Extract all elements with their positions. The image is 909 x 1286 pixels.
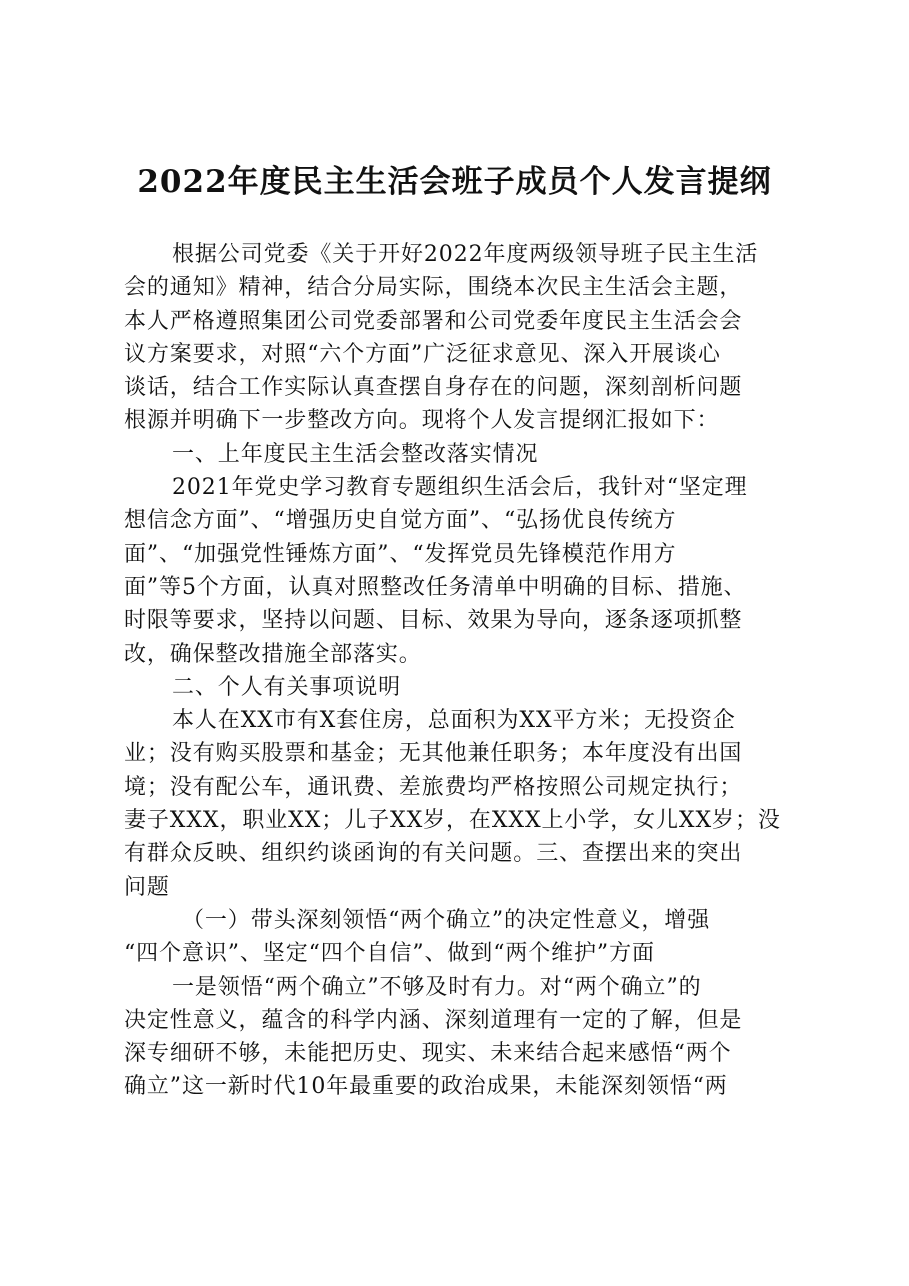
paragraph-line: 根据公司党委《关于开好2022年度两级领导班子民主生活 [172, 242, 759, 267]
paragraph-line: 会的通知》精神，结合分局实际，围绕本次民主生活会主题， [124, 275, 743, 301]
subsection-heading: （一）带头深刻领悟“两个确立”的决定性意义，增强 [182, 907, 711, 933]
paragraph-line: 深专细研不够，未能把历史、现实、未来结合起来感悟“两个 [124, 1041, 732, 1067]
paragraph-line: 想信念方面”、“增强历史自觉方面”、“弘扬优良传统方 [124, 508, 677, 534]
paragraph-line: 决定性意义，蕴含的科学内涵、深刻道理有一定的了解，但是 [124, 1007, 743, 1033]
paragraph-line: 改，确保整改措施全部落实。 [124, 641, 422, 667]
section-heading: 一、上年度民主生活会整改落实情况 [172, 441, 539, 467]
paragraph-line: 面”等5个方面，认真对照整改任务清单中明确的目标、措施、 [124, 574, 747, 600]
paragraph-line: 面”、“加强党性锤炼方面”、“发挥党员先锋模范作用方 [124, 541, 677, 567]
paragraph-line: 2021年党史学习教育专题组织生活会后，我针对“坚定理 [172, 475, 748, 501]
document-body [124, 238, 804, 1104]
paragraph-line: 议方案要求，对照“六个方面”广泛征求意见、深入开展谈心 [124, 341, 721, 367]
paragraph-line: 谈话，结合工作实际认真查摆自身存在的问题，深刻剖析问题 [124, 375, 743, 401]
paragraph-line: 根源并明确下一步整改方向。现将个人发言提纲汇报如下： [124, 408, 720, 434]
paragraph-line: 时限等要求，坚持以问题、目标、效果为导向，逐条逐项抓整 [124, 608, 743, 634]
section-heading: 二、个人有关事项说明 [172, 674, 402, 700]
subsection-heading: “四个意识”、坚定“四个自信”、做到“两个维护”方面 [124, 941, 655, 967]
paragraph-line: 一是领悟“两个确立”不够及时有力。对“两个确立”的 [172, 974, 702, 1000]
paragraph-line: 确立”这一新时代10年最重要的政治成果，未能深刻领悟“两 [124, 1074, 728, 1100]
paragraph-line: 本人在XX市有X套住房，总面积为XX平方米；无投资企 [172, 708, 736, 734]
document-title: 2022年度民主生活会班子成员个人发言提纲 [137, 164, 772, 200]
paragraph-line: 有群众反映、组织约谈函询的有关问题。三、查摆出来的突出 [124, 841, 743, 867]
paragraph-line: 境；没有配公车，通讯费、差旅费均严格按照公司规定执行； [124, 774, 743, 800]
paragraph-line: 问题 [124, 874, 170, 900]
paragraph-line: 本人严格遵照集团公司党委部署和公司党委年度民主生活会会 [124, 308, 743, 334]
paragraph-line: 妻子XXX，职业XX；儿子XX岁，在XXX上小学，女儿XX岁；没 [124, 808, 781, 834]
paragraph-line: 业；没有购买股票和基金；无其他兼任职务；本年度没有出国 [124, 741, 743, 767]
